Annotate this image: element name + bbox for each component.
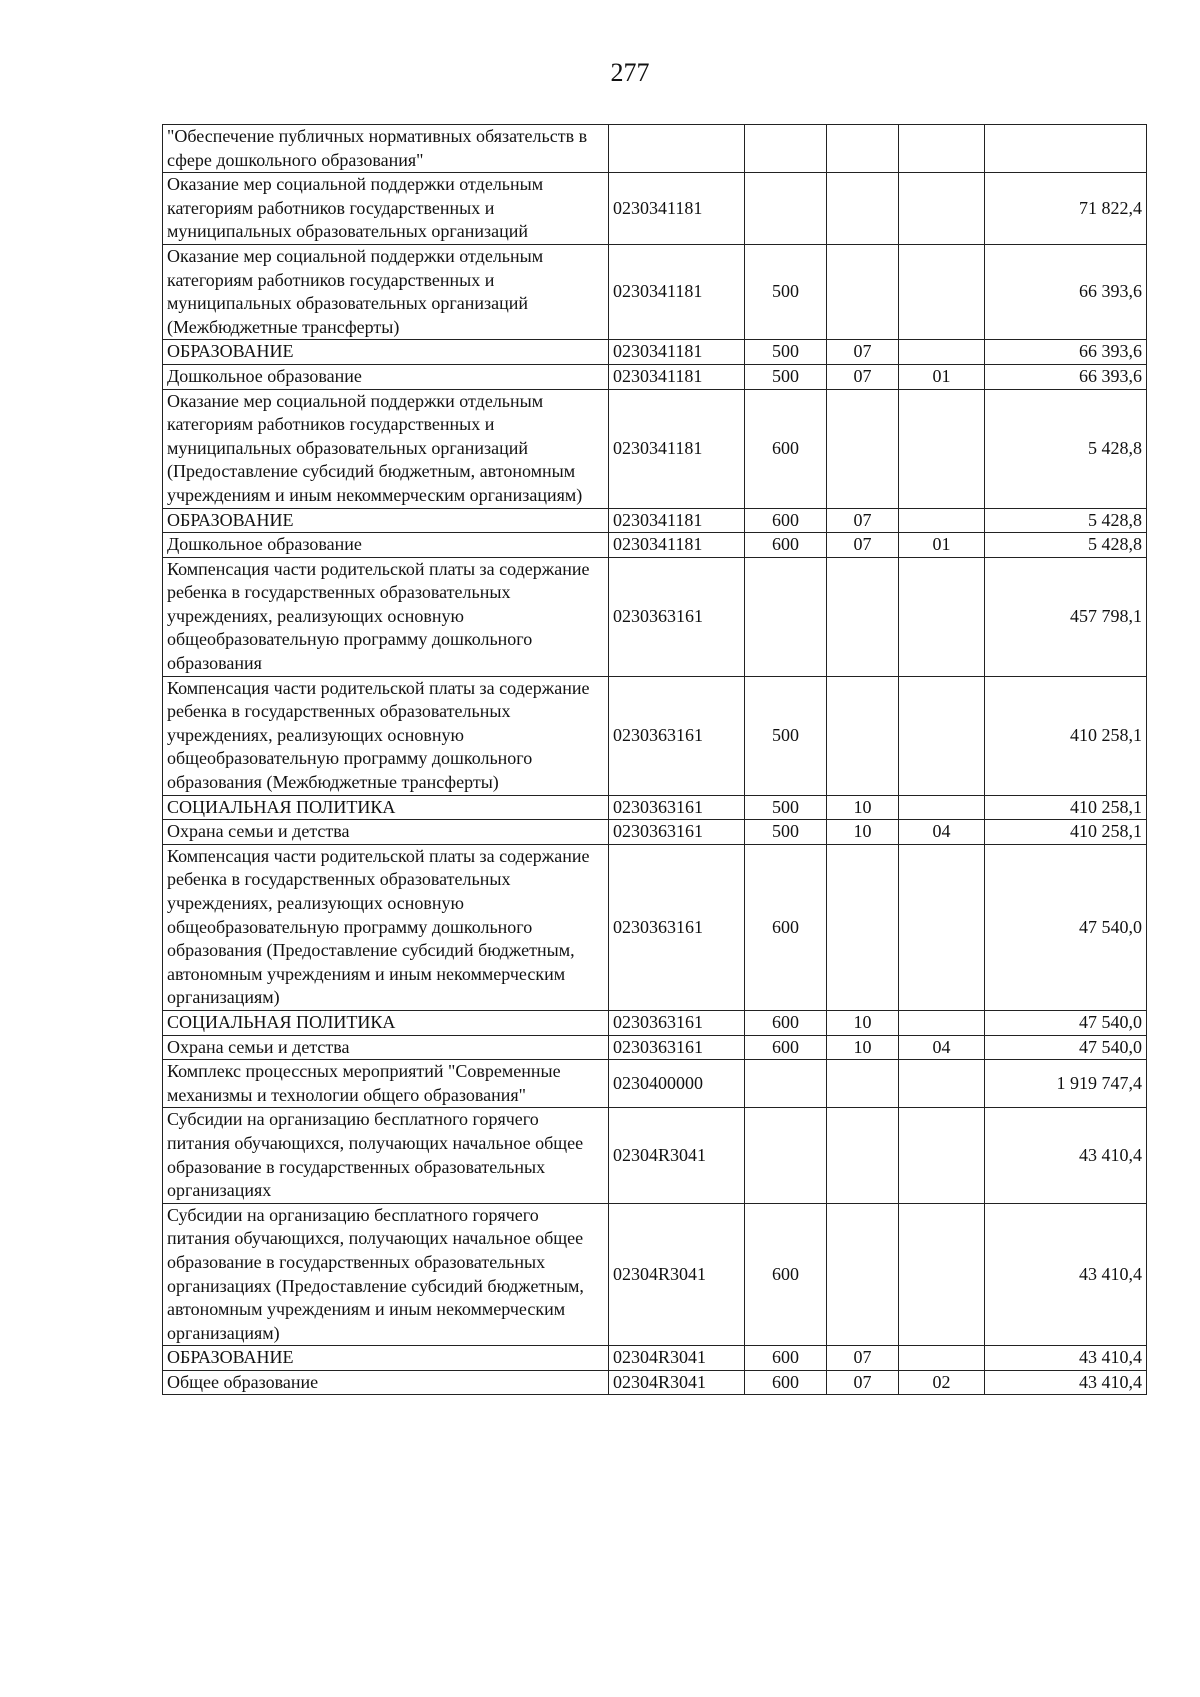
table-row xyxy=(163,820,1147,845)
row-sum-cell: 457 798,1 xyxy=(985,557,1147,676)
table-row xyxy=(163,508,1147,533)
row-sum-cell xyxy=(985,125,1147,173)
row-sum-cell: 47 540,0 xyxy=(985,1010,1147,1035)
table-row xyxy=(163,1203,1147,1346)
table-row xyxy=(163,795,1147,820)
row-pr-cell xyxy=(899,1060,985,1108)
row-name-cell: Оказание мер социальной поддержки отдельным категориям работников государственных и муниципальных образовательных организаций (Межбюджетные трансферты) xyxy=(163,244,609,339)
row-sum-cell: 43 410,4 xyxy=(985,1346,1147,1371)
page-number: 277 xyxy=(610,58,650,87)
row-name-cell: Компенсация части родительской платы за содержание ребенка в государственных образовательных учреждениях, реализующих основную общеобразовательную программу дошкольного образования (Межбюджетные трансферты) xyxy=(163,676,609,795)
row-pr-cell xyxy=(899,244,985,339)
row-name-cell: Охрана семьи и детства xyxy=(163,820,609,845)
row-sum-cell: 5 428,8 xyxy=(985,508,1147,533)
row-name-cell: Оказание мер социальной поддержки отдельным категориям работников государственных и муниципальных образовательных организаций xyxy=(163,173,609,245)
row-pr-cell: 02 xyxy=(899,1370,985,1395)
row-vr-cell: 500 xyxy=(745,340,827,365)
row-sum-cell: 43 410,4 xyxy=(985,1108,1147,1203)
row-rz-cell xyxy=(827,676,899,795)
table-row xyxy=(163,1035,1147,1060)
table-row xyxy=(163,1010,1147,1035)
table-row xyxy=(163,173,1147,245)
row-name-cell: Компенсация части родительской платы за содержание ребенка в государственных образовательных учреждениях, реализующих основную общеобразовательную программу дошкольного образования xyxy=(163,557,609,676)
row-vr-cell: 600 xyxy=(745,1370,827,1395)
row-rz-cell: 07 xyxy=(827,364,899,389)
row-name-cell: Оказание мер социальной поддержки отдельным категориям работников государственных и муниципальных образовательных организаций (Предоставление субсидий бюджетным, автономным учреждениям и иным некоммерческим организациям) xyxy=(163,389,609,508)
row-vr-cell: 500 xyxy=(745,364,827,389)
row-vr-cell xyxy=(745,173,827,245)
row-name-cell: Дошкольное образование xyxy=(163,533,609,558)
row-code-cell: 0230341181 xyxy=(609,364,745,389)
row-pr-cell xyxy=(899,340,985,365)
row-code-cell: 0230363161 xyxy=(609,1035,745,1060)
row-vr-cell xyxy=(745,557,827,676)
row-code-cell: 0230363161 xyxy=(609,820,745,845)
row-code-cell: 0230363161 xyxy=(609,844,745,1010)
row-sum-cell: 1 919 747,4 xyxy=(985,1060,1147,1108)
row-sum-cell: 410 258,1 xyxy=(985,795,1147,820)
row-rz-cell xyxy=(827,1108,899,1203)
row-code-cell: 02304R3041 xyxy=(609,1108,745,1203)
row-code-cell: 0230341181 xyxy=(609,533,745,558)
table-row xyxy=(163,533,1147,558)
row-code-cell: 0230341181 xyxy=(609,508,745,533)
row-vr-cell: 600 xyxy=(745,844,827,1010)
row-rz-cell xyxy=(827,244,899,339)
row-rz-cell: 07 xyxy=(827,340,899,365)
row-vr-cell: 600 xyxy=(745,389,827,508)
row-code-cell: 0230400000 xyxy=(609,1060,745,1108)
row-name-cell: Комплекс процессных мероприятий "Современные механизмы и технологии общего образования" xyxy=(163,1060,609,1108)
row-code-cell: 0230363161 xyxy=(609,1010,745,1035)
row-name-cell: Компенсация части родительской платы за содержание ребенка в государственных образовательных учреждениях, реализующих основную общеобразовательную программу дошкольного образования (Предоставление субсидий бюджетным, автономным учреждениям и иным некоммерческим организациям) xyxy=(163,844,609,1010)
row-rz-cell xyxy=(827,389,899,508)
row-name-cell: СОЦИАЛЬНАЯ ПОЛИТИКА xyxy=(163,1010,609,1035)
row-sum-cell: 66 393,6 xyxy=(985,244,1147,339)
row-rz-cell: 07 xyxy=(827,1370,899,1395)
table-row xyxy=(163,125,1147,173)
row-code-cell: 02304R3041 xyxy=(609,1346,745,1371)
row-name-cell: СОЦИАЛЬНАЯ ПОЛИТИКА xyxy=(163,795,609,820)
table-row xyxy=(163,1060,1147,1108)
row-sum-cell: 66 393,6 xyxy=(985,364,1147,389)
row-sum-cell: 410 258,1 xyxy=(985,820,1147,845)
row-rz-cell: 10 xyxy=(827,1010,899,1035)
row-name-cell: Дошкольное образование xyxy=(163,364,609,389)
row-sum-cell: 47 540,0 xyxy=(985,844,1147,1010)
row-sum-cell: 5 428,8 xyxy=(985,533,1147,558)
row-pr-cell xyxy=(899,1346,985,1371)
row-code-cell: 0230341181 xyxy=(609,244,745,339)
table-row xyxy=(163,1346,1147,1371)
row-vr-cell: 500 xyxy=(745,820,827,845)
row-pr-cell xyxy=(899,557,985,676)
row-pr-cell: 01 xyxy=(899,364,985,389)
row-pr-cell xyxy=(899,1108,985,1203)
row-pr-cell xyxy=(899,676,985,795)
row-code-cell: 0230341181 xyxy=(609,389,745,508)
row-name-cell: Общее образование xyxy=(163,1370,609,1395)
row-code-cell xyxy=(609,125,745,173)
row-code-cell: 0230341181 xyxy=(609,340,745,365)
row-code-cell: 02304R3041 xyxy=(609,1370,745,1395)
row-rz-cell: 07 xyxy=(827,533,899,558)
row-name-cell: Субсидии на организацию бесплатного горячего питания обучающихся, получающих начальное общее образование в государственных образовательных организациях xyxy=(163,1108,609,1203)
row-sum-cell: 43 410,4 xyxy=(985,1203,1147,1346)
row-pr-cell xyxy=(899,795,985,820)
row-rz-cell xyxy=(827,173,899,245)
table-row xyxy=(163,676,1147,795)
table-row xyxy=(163,389,1147,508)
table-row xyxy=(163,1370,1147,1395)
table-row xyxy=(163,844,1147,1010)
row-rz-cell xyxy=(827,1203,899,1346)
budget-table-body xyxy=(163,125,1147,1395)
row-name-cell: Субсидии на организацию бесплатного горячего питания обучающихся, получающих начальное общее образование в государственных образовательных организациях (Предоставление субсидий бюджетным, автономным учреждениям и иным некоммерческим организациям) xyxy=(163,1203,609,1346)
row-code-cell: 02304R3041 xyxy=(609,1203,745,1346)
row-code-cell: 0230363161 xyxy=(609,795,745,820)
row-name-cell: ОБРАЗОВАНИЕ xyxy=(163,1346,609,1371)
row-rz-cell: 07 xyxy=(827,508,899,533)
row-rz-cell: 10 xyxy=(827,795,899,820)
row-pr-cell: 01 xyxy=(899,533,985,558)
row-code-cell: 0230341181 xyxy=(609,173,745,245)
budget-table xyxy=(162,124,1147,1395)
row-vr-cell xyxy=(745,1108,827,1203)
row-rz-cell xyxy=(827,1060,899,1108)
table-row xyxy=(163,557,1147,676)
table-row xyxy=(163,364,1147,389)
row-vr-cell: 600 xyxy=(745,508,827,533)
row-code-cell: 0230363161 xyxy=(609,557,745,676)
row-pr-cell xyxy=(899,1203,985,1346)
row-vr-cell: 600 xyxy=(745,1203,827,1346)
row-pr-cell: 04 xyxy=(899,1035,985,1060)
row-sum-cell: 66 393,6 xyxy=(985,340,1147,365)
row-vr-cell: 500 xyxy=(745,795,827,820)
row-vr-cell xyxy=(745,1060,827,1108)
row-pr-cell xyxy=(899,844,985,1010)
row-rz-cell xyxy=(827,844,899,1010)
row-vr-cell: 600 xyxy=(745,1010,827,1035)
row-name-cell: Охрана семьи и детства xyxy=(163,1035,609,1060)
row-rz-cell xyxy=(827,557,899,676)
row-vr-cell: 600 xyxy=(745,1346,827,1371)
row-sum-cell: 71 822,4 xyxy=(985,173,1147,245)
row-vr-cell: 600 xyxy=(745,533,827,558)
table-row xyxy=(163,1108,1147,1203)
row-pr-cell xyxy=(899,389,985,508)
row-rz-cell: 10 xyxy=(827,1035,899,1060)
row-rz-cell: 10 xyxy=(827,820,899,845)
row-sum-cell: 410 258,1 xyxy=(985,676,1147,795)
table-row xyxy=(163,340,1147,365)
row-pr-cell xyxy=(899,508,985,533)
row-vr-cell: 500 xyxy=(745,676,827,795)
row-pr-cell xyxy=(899,125,985,173)
row-pr-cell xyxy=(899,173,985,245)
row-sum-cell: 5 428,8 xyxy=(985,389,1147,508)
row-sum-cell: 43 410,4 xyxy=(985,1370,1147,1395)
row-name-cell: ОБРАЗОВАНИЕ xyxy=(163,340,609,365)
row-vr-cell: 500 xyxy=(745,244,827,339)
row-rz-cell: 07 xyxy=(827,1346,899,1371)
row-name-cell: ОБРАЗОВАНИЕ xyxy=(163,508,609,533)
table-row xyxy=(163,244,1147,339)
row-rz-cell xyxy=(827,125,899,173)
row-pr-cell: 04 xyxy=(899,820,985,845)
row-code-cell: 0230363161 xyxy=(609,676,745,795)
row-name-cell: "Обеспечение публичных нормативных обязательств в сфере дошкольного образования" xyxy=(163,125,609,173)
row-vr-cell xyxy=(745,125,827,173)
row-vr-cell: 600 xyxy=(745,1035,827,1060)
row-pr-cell xyxy=(899,1010,985,1035)
row-sum-cell: 47 540,0 xyxy=(985,1035,1147,1060)
